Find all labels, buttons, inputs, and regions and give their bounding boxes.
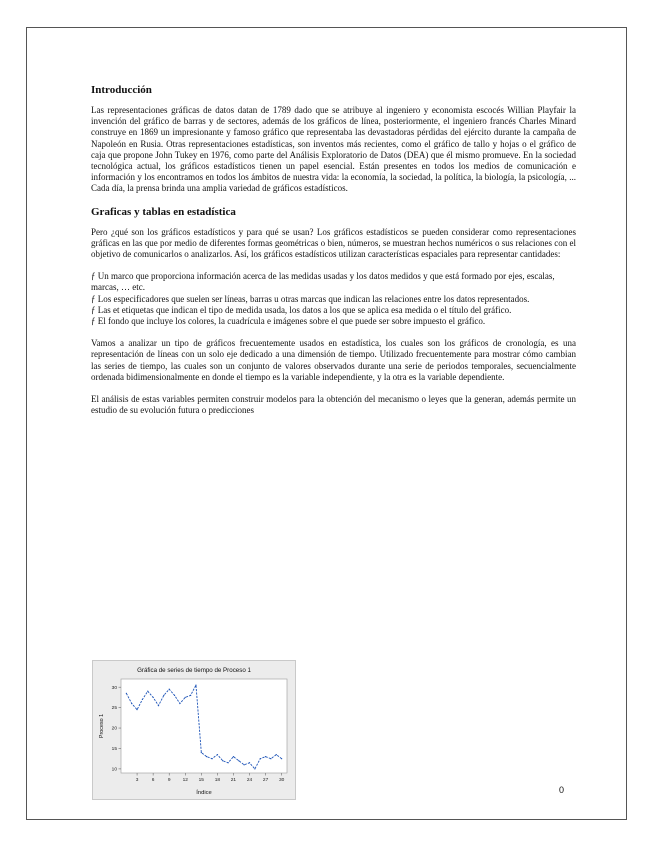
x-tick-label: 21: [230, 778, 237, 783]
x-tick-label: 24: [246, 778, 253, 783]
series-point: [174, 695, 175, 696]
y-tick-label: 20: [111, 726, 117, 732]
x-tick-label: 6: [151, 778, 155, 783]
series-point: [206, 756, 207, 757]
intro-paragraph: Las representaciones gráficas de datos datan de 1789 dado que se atribuye al ingeniero y economista escocés Willian Playfair la invención del gráfico de barras y de sectores, además de los gráficos de línea, posteriormente, el ingeniero francés Charles Minard construye en 1869 un impresionante y famoso gráfico que representaba las devastadoras pérdidas del ejército durante la campaña de Napoleón en Rusia. Otras representaciones estadísticas, son inventos más recientes, como el gráfico de tallo y hojas o el gráfico de caja que propone John Tukey en 1976, como parte del Análisis Exploratorio de Datos (DEA) que él mismo promueve. En la sociedad tecnológica actual, los gráficos estadísticos tienen un papel esencial. Están presentes en todos los medios de comunicación e información y los encontramos en todos los ámbitos de nuestra vida: la economía, la sociedad, la política, la biología, la psicología, ... Cada día, la prensa brinda una amplia variedad de gráficos estadísticos.: [91, 105, 576, 194]
series-point: [131, 703, 132, 704]
series-point: [244, 764, 245, 765]
series-point: [276, 754, 277, 755]
series-point: [222, 760, 223, 761]
series-point: [227, 762, 228, 763]
series-point: [281, 758, 282, 759]
series-point: [190, 695, 191, 696]
chart-svg: [93, 661, 295, 799]
document-page: [26, 27, 627, 820]
series-point: [179, 703, 180, 704]
x-tick-label: 12: [182, 778, 188, 783]
y-axis-label: Proceso 1: [99, 713, 105, 739]
series-point: [142, 699, 143, 700]
series-point: [163, 695, 164, 696]
series-point: [153, 697, 154, 698]
section2-paragraph: Pero ¿qué son los gráficos estadísticos y para qué se usan? Los gráficos estadísticos se pueden considerar como representaciones gráficas en las que por medio de diferentes formas geométricas o bien, números, se muestran hechos numéricos o sus relaciones con el objetivo de comunicarlos o analizarlos. Así, los gráficos estadísticos utilizan características espaciales para representar cantidades:: [91, 226, 576, 260]
x-tick-label: 30: [278, 778, 285, 783]
series-point: [195, 685, 196, 686]
series-point: [169, 689, 170, 690]
x-tick-label: 27: [262, 778, 269, 783]
series-point: [158, 705, 159, 706]
x-tick-label: 15: [198, 778, 204, 783]
series-point: [185, 697, 186, 698]
page-number: 0: [559, 785, 565, 795]
series-point: [249, 762, 250, 763]
x-tick-label: 3: [135, 778, 139, 783]
series-point: [270, 758, 271, 759]
bullet-list: [91, 271, 576, 327]
series-point: [126, 693, 127, 694]
series-point: [201, 752, 202, 753]
series-point: [238, 760, 239, 761]
x-tick-label: 18: [214, 778, 221, 783]
bullet-item: ƒ Las et etiquetas que indican el tipo de medida usada, los datos a los que se aplica esa medida o el título del gráfico.: [91, 304, 512, 315]
series-point: [136, 709, 137, 710]
paragraph-4: El análisis de estas variables permiten construir modelos para la obtención del mecanismo o leyes que la generan, además permite un estudio de su evolución futura o predicciones: [91, 394, 576, 416]
series-point: [233, 756, 234, 757]
intro-heading: Introducción: [91, 84, 152, 96]
section2-heading: Graficas y tablas en estadística: [91, 205, 236, 218]
x-tick-label: 9: [167, 778, 171, 783]
bullet-item: ƒ El fondo que incluye los colores, la cuadrícula e imágenes sobre el que puede ser sobre impuesto el gráfico.: [91, 316, 486, 327]
y-tick-label: 25: [111, 706, 117, 712]
series-point: [265, 756, 266, 757]
bullet-item: ƒ Los especificadores que suelen ser líneas, barras u otras marcas que indican las relaciones entre los datos representados.: [91, 293, 530, 304]
series-point: [254, 768, 255, 769]
y-tick-label: 10: [111, 767, 117, 773]
series-point: [211, 758, 212, 759]
page-content: [91, 84, 576, 796]
series-point: [147, 691, 148, 692]
chart-title: Gráfica de series de tiempo de Proceso 1: [137, 667, 251, 674]
plot-area: [121, 679, 287, 773]
x-axis-label: Índice: [196, 790, 212, 796]
bullet-item: ƒ Un marco que proporciona información acerca de las medidas usadas y los datos medidos y que está formado por ejes, escalas, marcas, … etc.: [91, 271, 555, 293]
series-point: [260, 758, 261, 759]
paragraph-3: Vamos a analizar un tipo de gráficos frecuentemente usados en estadística, los cuales son los gráficos de cronología, es una representación de líneas con un solo eje dedicado a una dimensión de tiempo. Utilizado frecuentemente para mostrar cómo cambian las series de tiempo, las cuales son un conjunto de valores observados durante una serie de periodos temporales, secuencialmente ordenada bidimensionalmente en donde el tiempo es la variable independiente, y la otra es la variable dependiente.: [91, 338, 576, 382]
y-tick-label: 30: [111, 685, 117, 691]
y-tick-label: 15: [111, 747, 117, 753]
series-point: [217, 754, 218, 755]
time-series-chart: [92, 660, 296, 800]
